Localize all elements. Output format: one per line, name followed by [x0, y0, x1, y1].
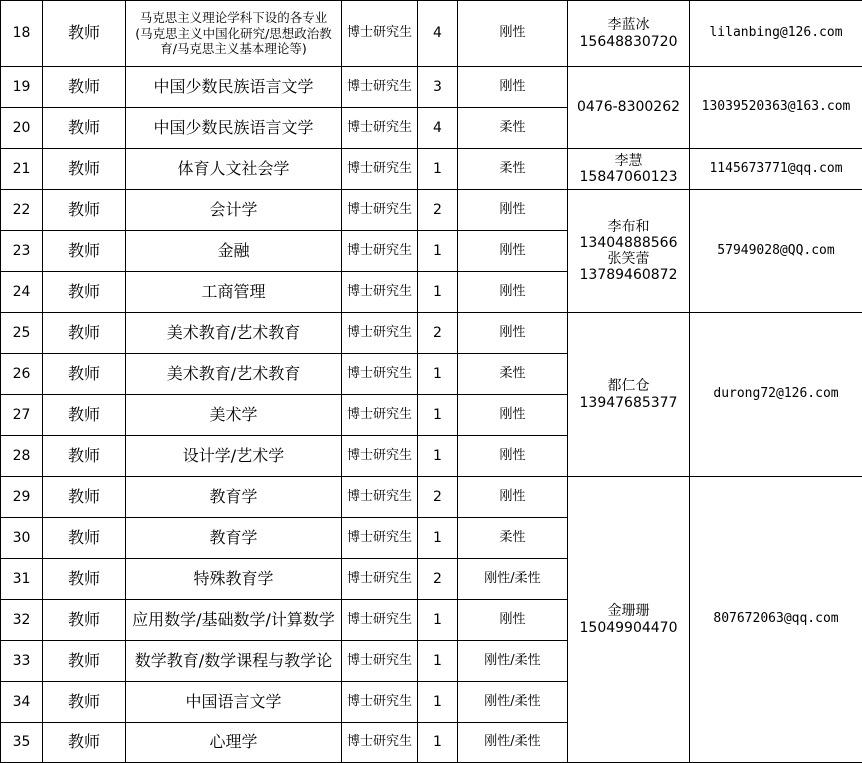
row-number: 34 — [1, 682, 43, 723]
position: 教师 — [43, 559, 126, 600]
employment-type: 刚性 — [458, 67, 568, 108]
education: 博士研究生 — [342, 190, 418, 231]
major: 设计学/艺术学 — [126, 436, 342, 477]
major: 应用数学/基础数学/计算数学 — [126, 600, 342, 641]
education: 博士研究生 — [342, 313, 418, 354]
row-number: 27 — [1, 395, 43, 436]
row-number: 18 — [1, 1, 43, 67]
row-number: 35 — [1, 723, 43, 763]
position: 教师 — [43, 477, 126, 518]
position: 教师 — [43, 1, 126, 67]
employment-type: 刚性/柔性 — [458, 641, 568, 682]
table-row — [1, 190, 862, 231]
headcount: 1 — [418, 518, 458, 559]
headcount: 2 — [418, 477, 458, 518]
education: 博士研究生 — [342, 149, 418, 190]
position: 教师 — [43, 67, 126, 108]
position: 教师 — [43, 354, 126, 395]
table-row — [1, 1, 862, 67]
major: 美术学 — [126, 395, 342, 436]
headcount: 2 — [418, 313, 458, 354]
row-number: 19 — [1, 67, 43, 108]
contact-phone: 0476-8300262 — [576, 99, 681, 116]
row-number: 31 — [1, 559, 43, 600]
education: 博士研究生 — [342, 600, 418, 641]
contact — [568, 1, 690, 67]
major: 心理学 — [126, 723, 342, 763]
major: 中国语言文学 — [126, 682, 342, 723]
major: 美术教育/艺术教育 — [126, 354, 342, 395]
education: 博士研究生 — [342, 723, 418, 763]
contact-email: durong72@126.com — [690, 313, 862, 477]
contact-email: 57949028@QQ.com — [690, 190, 862, 313]
education: 博士研究生 — [342, 682, 418, 723]
table-row — [1, 313, 862, 354]
contact-name: 都仁仓 — [607, 378, 650, 395]
headcount: 1 — [418, 600, 458, 641]
employment-type: 刚性 — [458, 395, 568, 436]
position: 教师 — [43, 723, 126, 763]
headcount: 1 — [418, 436, 458, 477]
major-line: 马克思主义理论学科下设的各专业 — [139, 10, 328, 26]
table-row — [1, 67, 862, 108]
position: 教师 — [43, 272, 126, 313]
education: 博士研究生 — [342, 477, 418, 518]
employment-type: 刚性/柔性 — [458, 559, 568, 600]
education: 博士研究生 — [342, 436, 418, 477]
table-row — [1, 477, 862, 518]
employment-type: 刚性/柔性 — [458, 682, 568, 723]
contact — [568, 313, 690, 477]
table-row — [1, 149, 862, 190]
row-number: 26 — [1, 354, 43, 395]
contact-name: 李慧 — [614, 152, 643, 169]
major-line: (马克思主义中国化研究/思想政治教 — [135, 25, 332, 41]
position: 教师 — [43, 190, 126, 231]
education: 博士研究生 — [342, 67, 418, 108]
major: 工商管理 — [126, 272, 342, 313]
position: 教师 — [43, 641, 126, 682]
contact-email: lilanbing@126.com — [690, 1, 862, 67]
headcount: 4 — [418, 1, 458, 67]
headcount: 1 — [418, 149, 458, 190]
employment-type: 刚性 — [458, 231, 568, 272]
position: 教师 — [43, 231, 126, 272]
position: 教师 — [43, 313, 126, 354]
row-number: 21 — [1, 149, 43, 190]
contact-email: 1145673771@qq.com — [690, 149, 862, 190]
employment-type: 柔性 — [458, 354, 568, 395]
position: 教师 — [43, 436, 126, 477]
contact-name: 张笑蕾 — [607, 251, 650, 267]
major — [126, 1, 342, 67]
contact-phone: 15049904470 — [579, 619, 678, 636]
education: 博士研究生 — [342, 641, 418, 682]
contact-phone: 13404888566 — [579, 234, 678, 251]
contact — [568, 67, 690, 149]
employment-type: 柔性 — [458, 518, 568, 559]
row-number: 33 — [1, 641, 43, 682]
major: 中国少数民族语言文学 — [126, 108, 342, 149]
row-number: 25 — [1, 313, 43, 354]
employment-type: 刚性 — [458, 477, 568, 518]
headcount: 1 — [418, 723, 458, 763]
major-line: 育/马克思主义基本理论等) — [160, 41, 307, 57]
major: 会计学 — [126, 190, 342, 231]
major: 数学教育/数学课程与教学论 — [126, 641, 342, 682]
major: 金融 — [126, 231, 342, 272]
row-number: 23 — [1, 231, 43, 272]
contact-phone: 13789460872 — [579, 267, 678, 284]
major: 教育学 — [126, 518, 342, 559]
contact-name: 李布和 — [607, 218, 650, 235]
row-number: 29 — [1, 477, 43, 518]
contact — [568, 190, 690, 313]
headcount: 1 — [418, 354, 458, 395]
position: 教师 — [43, 108, 126, 149]
row-number: 22 — [1, 190, 43, 231]
contact-name: 李蓝冰 — [607, 17, 650, 34]
headcount: 1 — [418, 641, 458, 682]
major: 中国少数民族语言文学 — [126, 67, 342, 108]
position: 教师 — [43, 682, 126, 723]
employment-type: 刚性 — [458, 600, 568, 641]
employment-type: 柔性 — [458, 149, 568, 190]
employment-type: 刚性 — [458, 272, 568, 313]
education: 博士研究生 — [342, 272, 418, 313]
contact-name: 金珊珊 — [607, 603, 650, 620]
employment-type: 刚性 — [458, 313, 568, 354]
contact-phone: 15648830720 — [579, 33, 678, 50]
headcount: 1 — [418, 272, 458, 313]
row-number: 30 — [1, 518, 43, 559]
headcount: 3 — [418, 67, 458, 108]
major: 特殊教育学 — [126, 559, 342, 600]
employment-type: 刚性 — [458, 190, 568, 231]
education: 博士研究生 — [342, 1, 418, 67]
headcount: 2 — [418, 559, 458, 600]
education: 博士研究生 — [342, 354, 418, 395]
contact — [568, 149, 690, 190]
headcount: 1 — [418, 682, 458, 723]
position: 教师 — [43, 149, 126, 190]
employment-type: 刚性 — [458, 436, 568, 477]
position: 教师 — [43, 395, 126, 436]
education: 博士研究生 — [342, 559, 418, 600]
headcount: 1 — [418, 395, 458, 436]
education: 博士研究生 — [342, 108, 418, 149]
education: 博士研究生 — [342, 395, 418, 436]
education: 博士研究生 — [342, 518, 418, 559]
contact-phone: 15847060123 — [579, 169, 678, 185]
contact-phone: 13947685377 — [579, 394, 678, 411]
major: 体育人文社会学 — [126, 149, 342, 190]
position: 教师 — [43, 600, 126, 641]
contact — [568, 477, 690, 763]
contact-email: 13039520363@163.com — [690, 67, 862, 149]
row-number: 32 — [1, 600, 43, 641]
headcount: 2 — [418, 190, 458, 231]
employment-type: 刚性/柔性 — [458, 723, 568, 763]
row-number: 20 — [1, 108, 43, 149]
employment-type: 刚性 — [458, 1, 568, 67]
employment-type: 柔性 — [458, 108, 568, 149]
education: 博士研究生 — [342, 231, 418, 272]
headcount: 1 — [418, 231, 458, 272]
position: 教师 — [43, 518, 126, 559]
major: 教育学 — [126, 477, 342, 518]
row-number: 28 — [1, 436, 43, 477]
major: 美术教育/艺术教育 — [126, 313, 342, 354]
contact-email: 807672063@qq.com — [690, 477, 862, 763]
headcount: 4 — [418, 108, 458, 149]
row-number: 24 — [1, 272, 43, 313]
